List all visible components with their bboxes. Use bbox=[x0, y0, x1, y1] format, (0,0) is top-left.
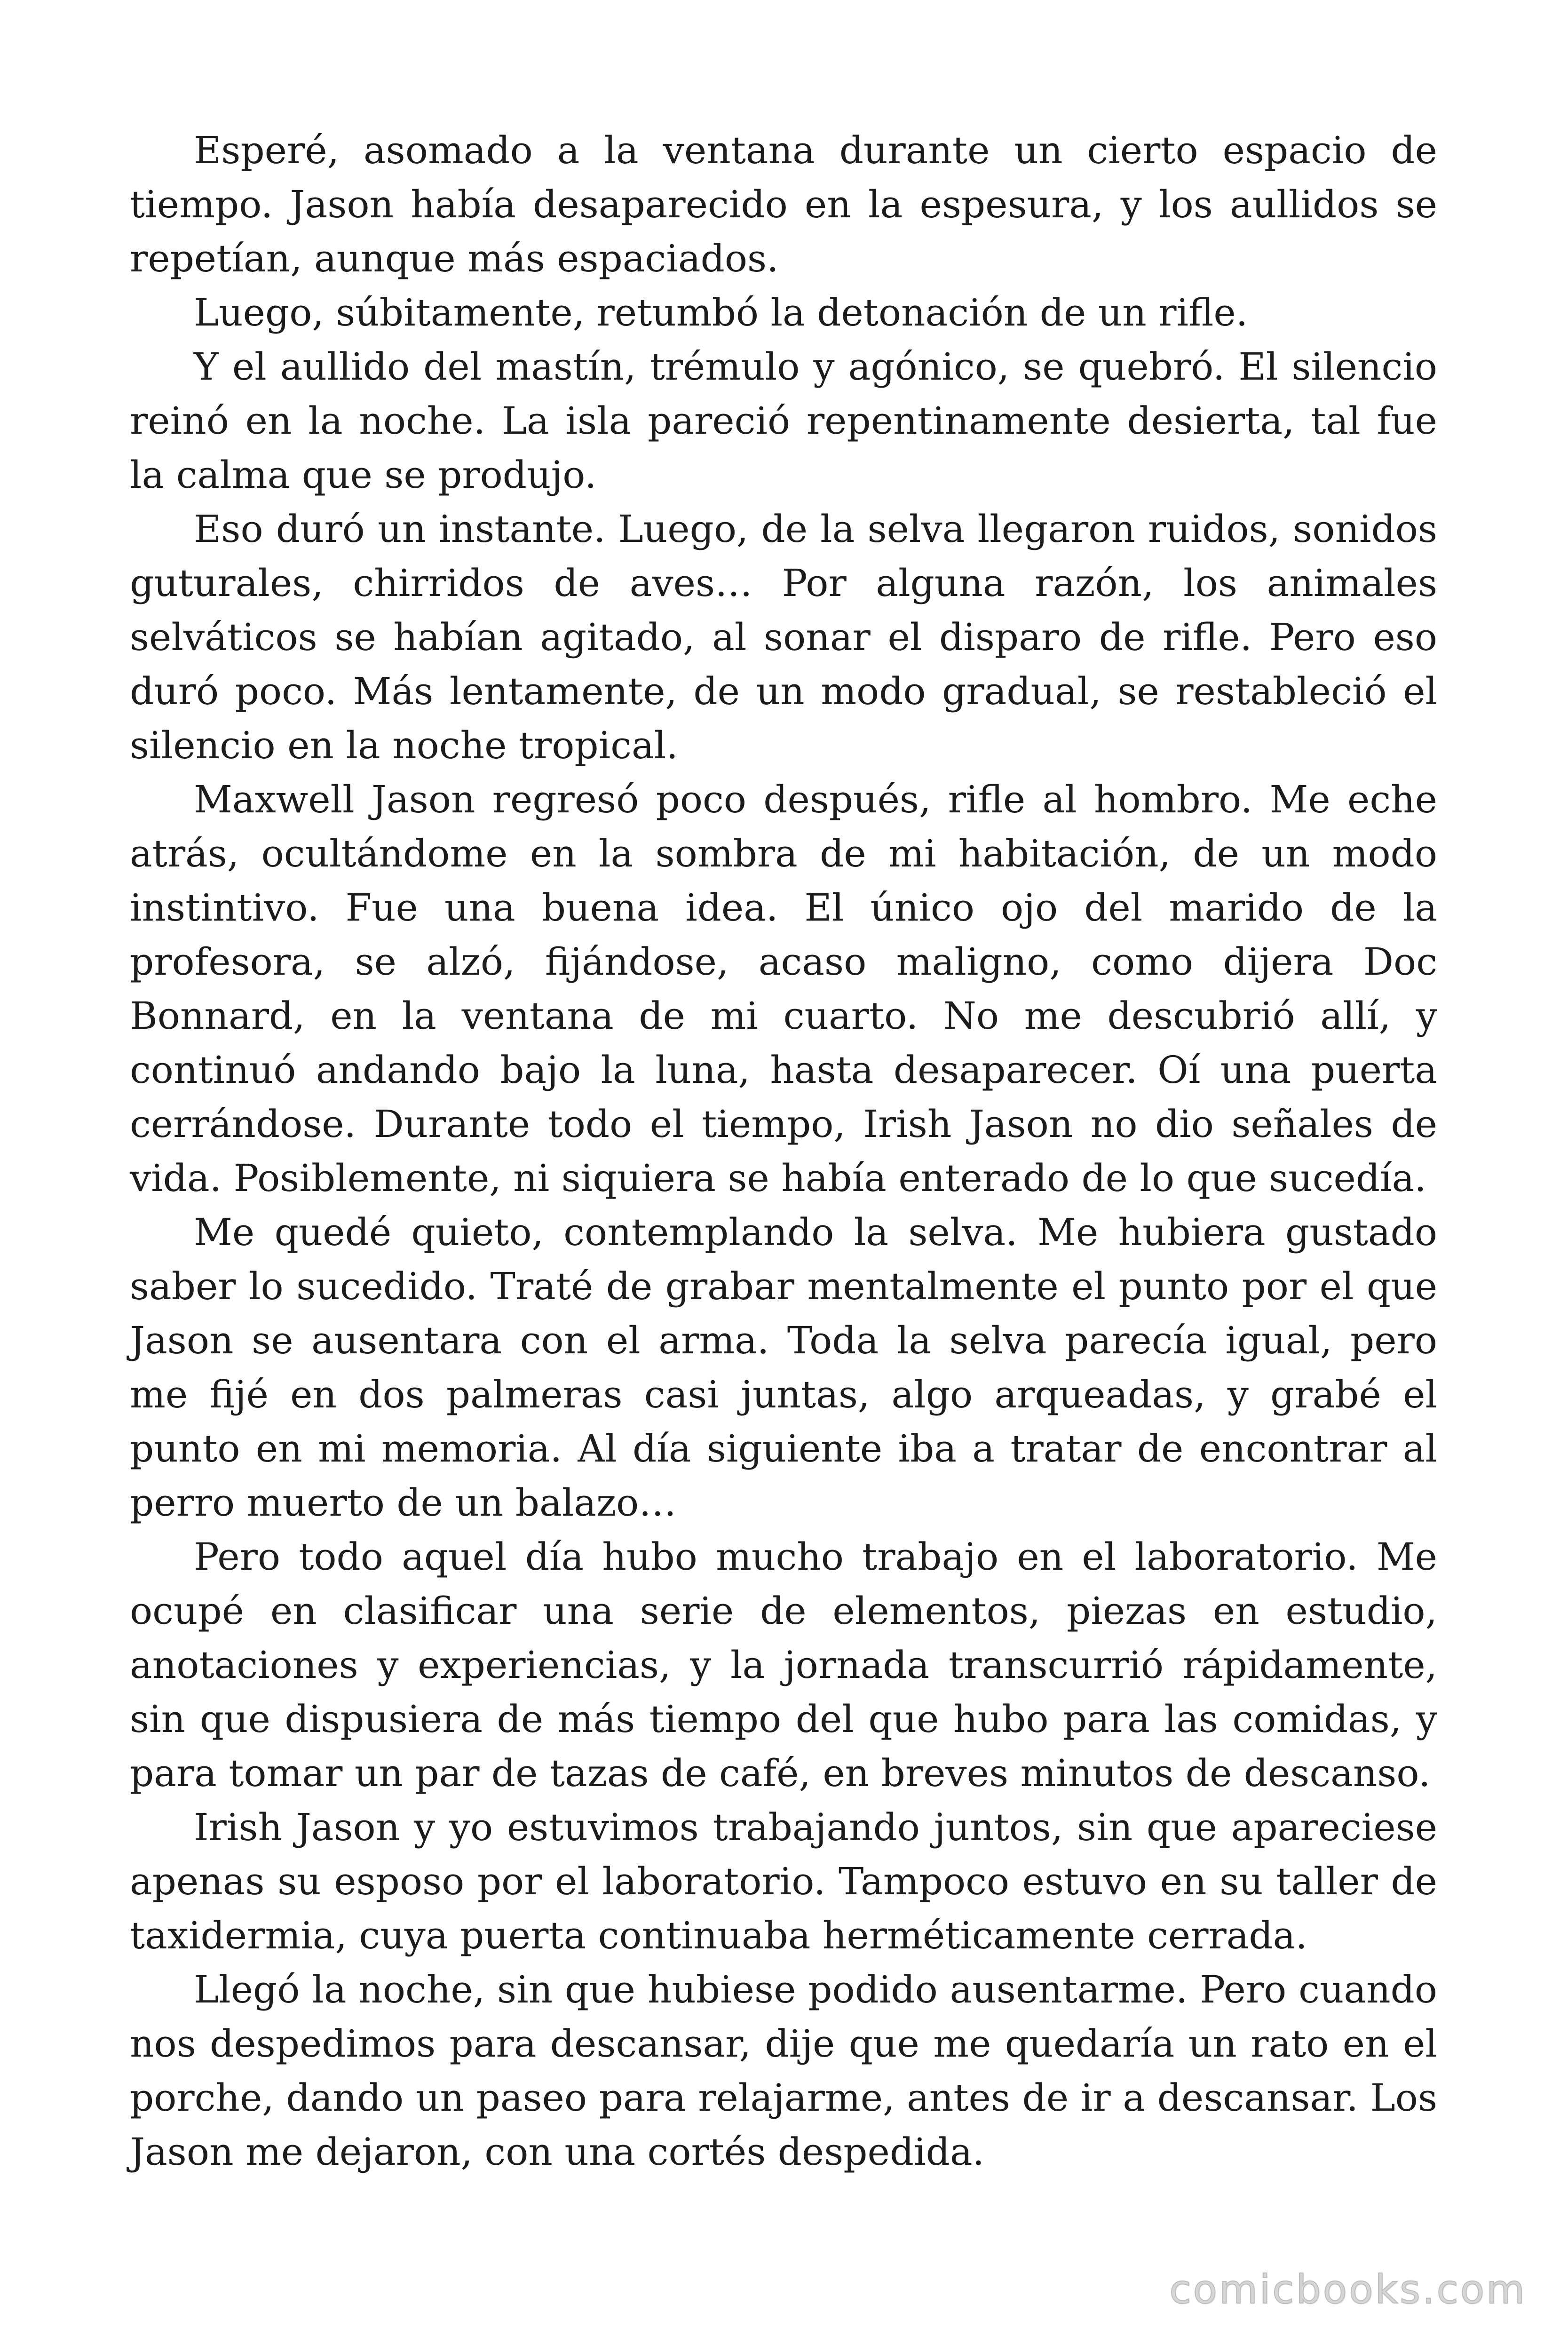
paragraph: Esperé, asomado a la ventana durante un cierto espacio de tiempo. Jason había desaparecido en la espesura, y los aullidos se repetían, aunque más espaciados. bbox=[130, 128, 1437, 280]
body-text bbox=[130, 123, 1437, 2179]
paragraph: Llegó la noche, sin que hubiese podido ausentarme. Pero cuando nos despedimos para descansar, dije que me quedaría un rato en el porche, dando un paseo para relajarme, antes de ir a descansar. Los Jason me dejaron, con una cortés despedida. bbox=[130, 1968, 1437, 2174]
paragraph: Luego, súbitamente, retumbó la detonación de un rifle. bbox=[194, 291, 1248, 334]
paragraph: Me quedé quieto, contemplando la selva. Me hubiera gustado saber lo sucedido. Traté de grabar mentalmente el punto por el que Jason se ausentara con el arma. Toda la selva parecía igual, pero me fijé en dos palmeras casi juntas, algo arqueadas, y grabé el punto en mi memoria. Al día siguiente iba a tratar de encontrar al perro muerto de un balazo… bbox=[130, 1210, 1437, 1525]
paragraph: Pero todo aquel día hubo mucho trabajo en el laboratorio. Me ocupé en clasificar una serie de elementos, piezas en estudio, anotaciones y experiencias, y la jornada transcurrió rápidamente, sin que dispusiera de más tiempo del que hubo para las comidas, y para tomar un par de tazas de café, en breves minutos de descanso. bbox=[130, 1535, 1437, 1795]
paragraph: Irish Jason y yo estuvimos trabajando juntos, sin que apareciese apenas su esposo por el laboratorio. Tampoco estuvo en su taller de taxidermia, cuya puerta continuaba herméticamente cerrada. bbox=[130, 1805, 1437, 1957]
paragraph: Maxwell Jason regresó poco después, rifle al hombro. Me eche atrás, ocultándome en la sombra de mi habitación, de un modo instintivo. Fue una buena idea. El único ojo del marido de la profesora, se alzó, fijándose, acaso maligno, como dijera Doc Bonnard, en la ventana de mi cuarto. No me descubrió allí, y continuó andando bajo la luna, hasta desaparecer. Oí una puerta cerrándose. Durante todo el tiempo, Irish Jason no dio señales de vida. Posiblemente, ni siquiera se había enterado de lo que sucedía. bbox=[130, 778, 1437, 1200]
paragraph: Eso duró un instante. Luego, de la selva llegaron ruidos, sonidos guturales, chirridos de aves… Por alguna razón, los animales selváticos se habían agitado, al sonar el disparo de rifle. Pero eso duró poco. Más lentamente, de un modo gradual, se restableció el silencio en la noche tropical. bbox=[130, 507, 1437, 767]
paragraph: Y el aullido del mastín, trémulo y agónico, se quebró. El silencio reinó en la noche. La isla pareció repentinamente desierta, tal fue la calma que se produjo. bbox=[130, 345, 1437, 497]
watermark: comicbooks.com bbox=[1169, 2266, 1527, 2312]
